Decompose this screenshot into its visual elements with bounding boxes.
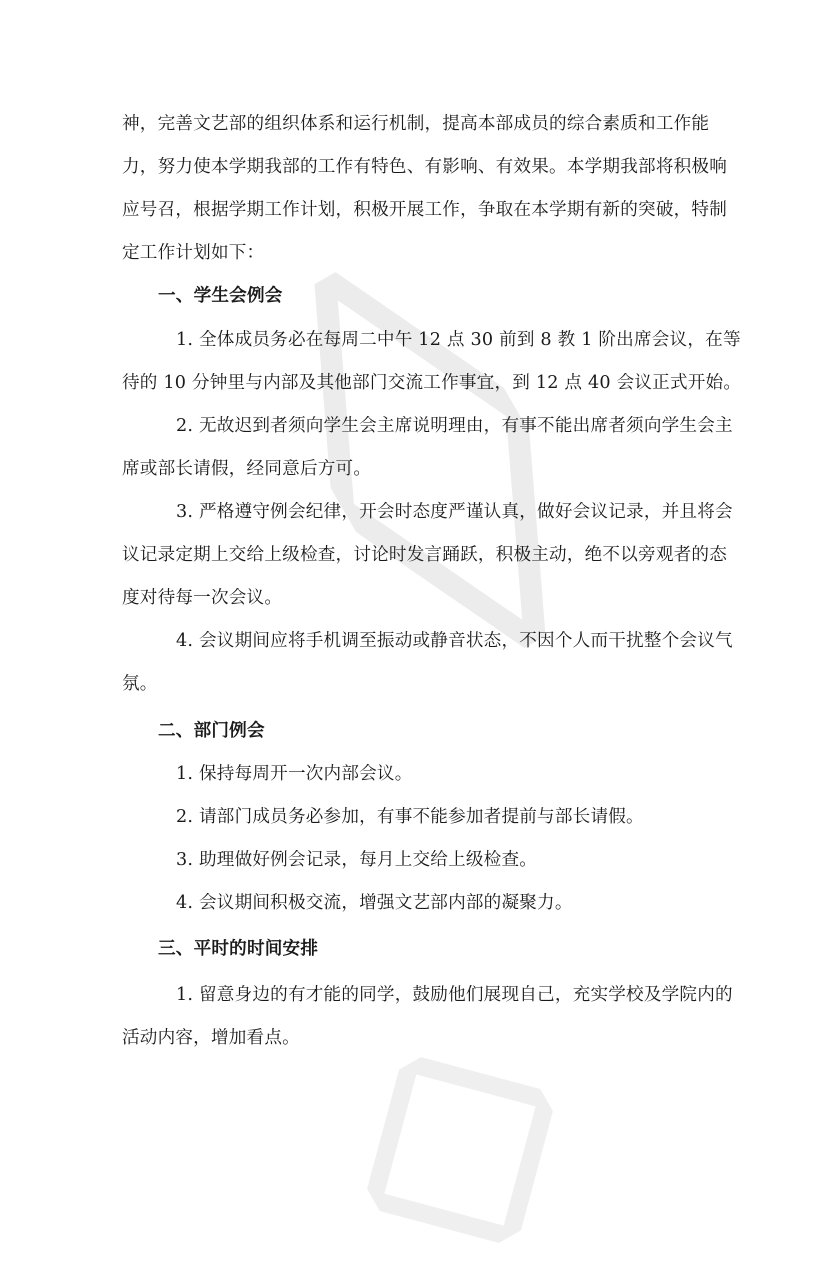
list-item-line: 3. 严格遵守例会纪律，开会时态度严谨认真，做好会议记录，并且将会 — [176, 502, 733, 522]
body-text-line: 待的 10 分钟里与内部及其他部门交流工作事宜，到 12 点 40 会议正式开始。 — [122, 373, 742, 393]
section-heading: 三、平时的时间安排 — [158, 938, 319, 959]
list-item-line: 1. 全体成员务必在每周二中午 12 点 30 前到 8 教 1 阶出席会议，在等 — [176, 330, 741, 350]
body-text-line: 度对待每一次会议。 — [122, 588, 283, 608]
list-item-line: 2. 请部门成员务必参加，有事不能参加者提前与部长请假。 — [176, 807, 644, 827]
body-text-line: 议记录定期上交给上级检查，讨论时发言踊跃，积极主动，绝不以旁观者的态 — [122, 545, 727, 565]
list-item-line: 4. 会议期间应将手机调至振动或静音状态，不因个人而干扰整个会议气 — [176, 631, 733, 651]
body-text-line: 定工作计划如下： — [122, 243, 265, 263]
list-item-line: 2. 无故迟到者须向学生会主席说明理由，有事不能出席者须向学生会主 — [176, 416, 733, 436]
list-item-line: 1. 保持每周开一次内部会议。 — [176, 764, 413, 784]
body-text-line: 应号召，根据学期工作计划，积极开展工作，争取在本学期有新的突破，特制 — [122, 200, 727, 220]
list-item-line: 3. 助理做好例会记录，每月上交给上级检查。 — [176, 850, 538, 870]
section-heading: 一、学生会例会 — [158, 285, 283, 306]
body-text-line: 力，努力使本学期我部的工作有特色、有影响、有效果。本学期我部将积极响 — [122, 157, 727, 177]
body-text-line: 神，完善文艺部的组织体系和运行机制，提高本部成员的综合素质和工作能 — [122, 114, 710, 134]
section-heading: 二、部门例会 — [158, 720, 265, 741]
watermark-logo-bottom — [323, 1013, 596, 1286]
body-text-line: 席或部长请假，经同意后方可。 — [122, 459, 372, 479]
body-text-line: 活动内容，增加看点。 — [122, 1028, 300, 1048]
list-item-line: 4. 会议期间积极交流，增强文艺部内部的凝聚力。 — [176, 893, 573, 913]
body-text-line: 氛。 — [122, 674, 158, 694]
list-item-line: 1. 留意身边的有才能的同学，鼓励他们展现自己，充实学校及学院内的 — [176, 985, 733, 1005]
